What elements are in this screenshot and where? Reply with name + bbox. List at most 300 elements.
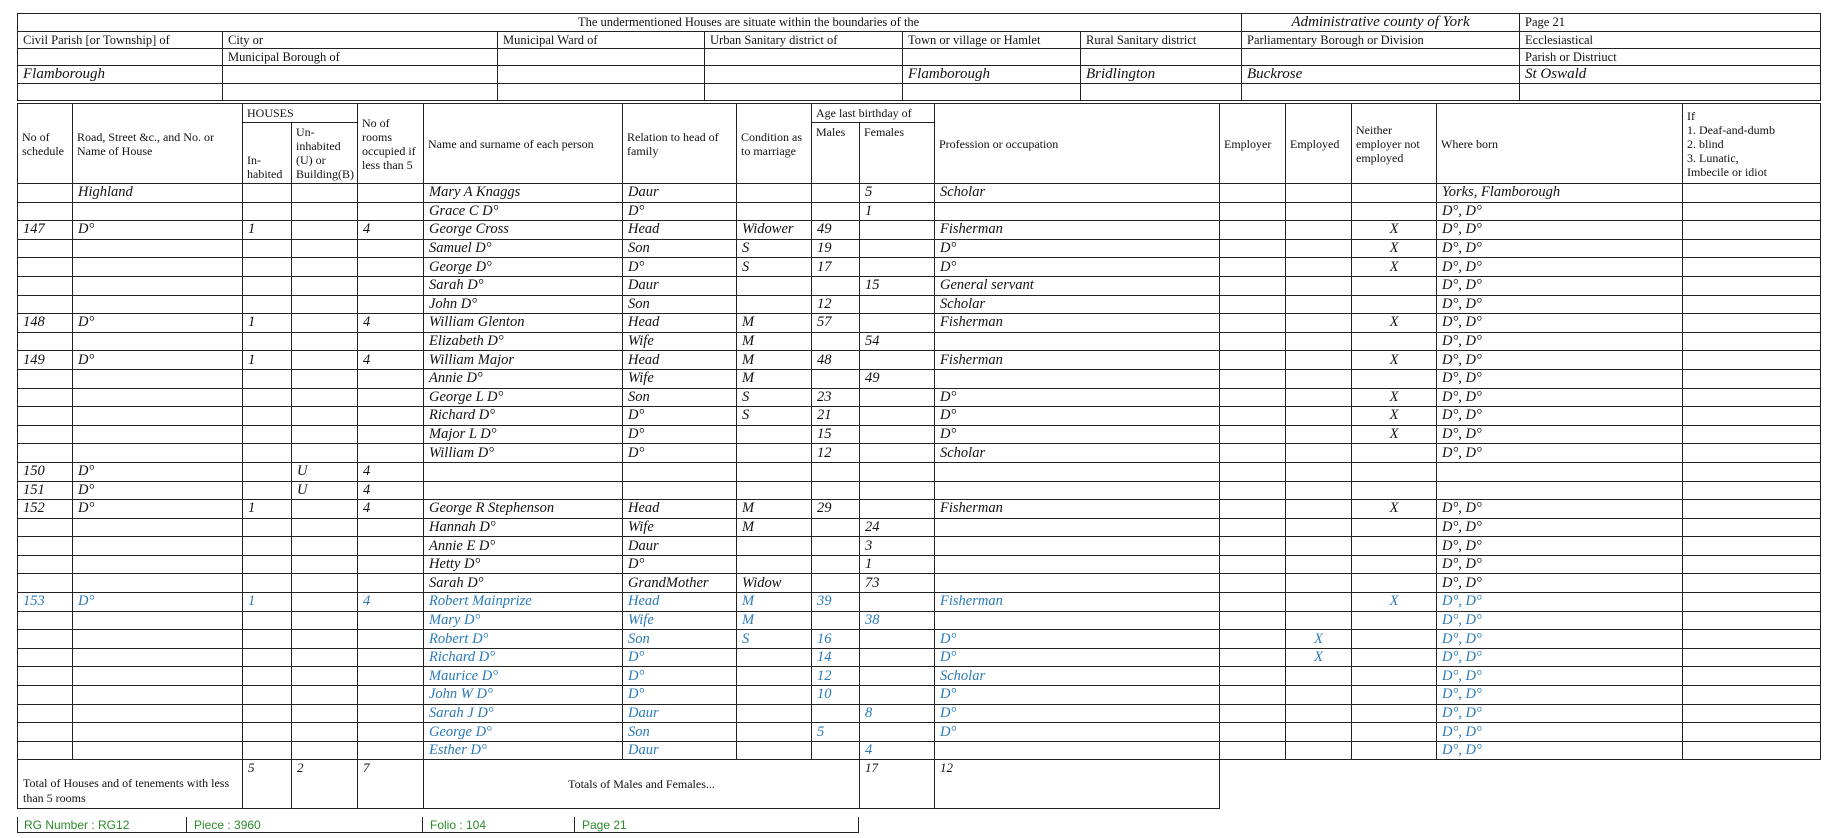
neither-cell <box>1352 295 1437 314</box>
town-blank <box>903 49 1081 66</box>
name-cell: George D° <box>424 723 623 742</box>
employed-cell <box>1286 667 1352 686</box>
road-cell <box>73 741 243 760</box>
name-cell: George D° <box>424 258 623 277</box>
employer-cell <box>1220 630 1286 649</box>
table-row <box>18 332 1821 351</box>
neither-cell: X <box>1352 258 1437 277</box>
rural-sanitary-label: Rural Sanitary district <box>1081 32 1242 49</box>
infirmity-cell <box>1683 574 1821 593</box>
neither-cell <box>1352 518 1437 537</box>
if-item-4: Imbecile or idiot <box>1687 164 1767 179</box>
uninhabited-cell <box>292 741 358 760</box>
employer-cell <box>1220 407 1286 426</box>
employer-cell <box>1220 723 1286 742</box>
neither-cell <box>1352 611 1437 630</box>
relation-cell: D° <box>623 407 737 426</box>
females-cell <box>860 221 935 240</box>
condition-cell: M <box>737 351 812 370</box>
civil-parish-value: Flamborough <box>18 66 223 84</box>
occupation-cell: Fisherman <box>935 351 1220 370</box>
females-cell <box>860 667 935 686</box>
name-cell: Elizabeth D° <box>424 332 623 351</box>
occupation-cell <box>935 741 1220 760</box>
inhabited-cell <box>243 704 292 723</box>
females-cell: 49 <box>860 369 935 388</box>
where-born-cell: D°, D° <box>1437 686 1683 705</box>
town-village-label: Town or village or Hamlet <box>903 32 1081 49</box>
name-cell: William Major <box>424 351 623 370</box>
males-cell: 14 <box>812 648 860 667</box>
schedule-cell <box>18 239 73 258</box>
ward-value <box>498 66 705 84</box>
employed-cell <box>1286 351 1352 370</box>
where-born-cell: Yorks, Flamborough <box>1437 184 1683 203</box>
where-born-cell: D°, D° <box>1437 648 1683 667</box>
relation-cell: D° <box>623 686 737 705</box>
occupation-cell: Fisherman <box>935 314 1220 333</box>
footer-divider <box>574 817 575 832</box>
where-born-cell: D°, D° <box>1437 332 1683 351</box>
road-cell <box>73 239 243 258</box>
relation-cell: Son <box>623 388 737 407</box>
infirmity-cell <box>1683 481 1821 500</box>
uninhabited-cell <box>292 648 358 667</box>
inhabited-cell <box>243 555 292 574</box>
totals-blank <box>1220 760 1821 809</box>
relation-cell: D° <box>623 444 737 463</box>
uninhabited-cell <box>292 295 358 314</box>
where-born-cell: D°, D° <box>1437 518 1683 537</box>
where-born-cell: D°, D° <box>1437 555 1683 574</box>
table-row <box>18 630 1821 649</box>
inhabited-cell <box>243 369 292 388</box>
infirmity-cell <box>1683 239 1821 258</box>
schedule-cell: 152 <box>18 500 73 519</box>
name-cell: Richard D° <box>424 648 623 667</box>
rural-blank <box>1081 49 1242 66</box>
occupation-cell: D° <box>935 630 1220 649</box>
condition-cell: M <box>737 314 812 333</box>
road-cell: D° <box>73 314 243 333</box>
employed-cell <box>1286 723 1352 742</box>
neither-cell <box>1352 667 1437 686</box>
employer-cell <box>1220 481 1286 500</box>
employer-cell <box>1220 648 1286 667</box>
schedule-cell <box>18 202 73 221</box>
table-row <box>18 221 1821 240</box>
neither-cell: X <box>1352 593 1437 612</box>
uninhabited-cell <box>292 184 358 203</box>
col-name: Name and surname of each person <box>424 104 623 184</box>
relation-cell <box>623 462 737 481</box>
road-cell: Highland <box>73 184 243 203</box>
road-cell <box>73 723 243 742</box>
occupation-cell: D° <box>935 425 1220 444</box>
where-born-cell: D°, D° <box>1437 314 1683 333</box>
condition-cell <box>737 295 812 314</box>
infirmity-cell <box>1683 444 1821 463</box>
rooms-cell <box>358 239 424 258</box>
employer-cell <box>1220 444 1286 463</box>
condition-cell <box>737 555 812 574</box>
rooms-cell: 4 <box>358 500 424 519</box>
females-cell <box>860 388 935 407</box>
col-condition: Condition as to marriage <box>737 104 812 184</box>
condition-cell <box>737 537 812 556</box>
infirmity-cell <box>1683 332 1821 351</box>
where-born-cell: D°, D° <box>1437 574 1683 593</box>
schedule-cell: 150 <box>18 462 73 481</box>
condition-cell <box>737 462 812 481</box>
name-cell: George R Stephenson <box>424 500 623 519</box>
occupation-cell: D° <box>935 723 1220 742</box>
employer-cell <box>1220 574 1286 593</box>
neither-cell <box>1352 648 1437 667</box>
name-cell: Sarah J D° <box>424 704 623 723</box>
rooms-cell <box>358 388 424 407</box>
schedule-cell <box>18 369 73 388</box>
table-row <box>18 369 1821 388</box>
rooms-cell: 4 <box>358 462 424 481</box>
column-header-row <box>18 104 1821 123</box>
road-cell <box>73 202 243 221</box>
ecclesiastical-label: Ecclesiastical <box>1520 32 1821 49</box>
borough-value <box>223 66 498 84</box>
females-cell: 8 <box>860 704 935 723</box>
uninhabited-cell <box>292 537 358 556</box>
condition-cell <box>737 425 812 444</box>
rooms-cell <box>358 369 424 388</box>
col-employed: Employed <box>1286 104 1352 184</box>
census-sheet <box>17 13 1820 809</box>
spacer-cell <box>18 84 223 101</box>
inhabited-cell <box>243 258 292 277</box>
where-born-cell: D°, D° <box>1437 221 1683 240</box>
rooms-cell <box>358 723 424 742</box>
totals-males: 17 <box>860 760 935 809</box>
relation-cell: D° <box>623 667 737 686</box>
table-row <box>18 184 1821 203</box>
table-row <box>18 537 1821 556</box>
civil-parish-label: Civil Parish [or Township] of <box>18 32 223 49</box>
males-cell <box>812 537 860 556</box>
footer-folio: Folio : 104 <box>430 818 487 832</box>
employer-cell <box>1220 518 1286 537</box>
rooms-cell <box>358 611 424 630</box>
occupation-cell: D° <box>935 239 1220 258</box>
females-cell: 3 <box>860 537 935 556</box>
name-cell: Hetty D° <box>424 555 623 574</box>
totals-row <box>18 760 1821 809</box>
table-row <box>18 667 1821 686</box>
road-cell: D° <box>73 500 243 519</box>
employer-cell <box>1220 741 1286 760</box>
col-neither: Neither employer not employed <box>1352 104 1437 184</box>
footer-page: Page 21 <box>582 818 627 832</box>
ward-blank <box>498 49 705 66</box>
rooms-cell <box>358 667 424 686</box>
rooms-cell <box>358 202 424 221</box>
road-cell <box>73 332 243 351</box>
col-age: Age last birthday of <box>812 104 935 123</box>
infirmity-cell <box>1683 184 1821 203</box>
rooms-cell: 4 <box>358 221 424 240</box>
civil-parish-blank <box>18 49 223 66</box>
footer-rg: RG Number : RG12 <box>24 818 130 832</box>
neither-cell: X <box>1352 221 1437 240</box>
males-cell: 16 <box>812 630 860 649</box>
rooms-cell: 4 <box>358 351 424 370</box>
employer-cell <box>1220 500 1286 519</box>
employed-cell <box>1286 369 1352 388</box>
employed-cell <box>1286 537 1352 556</box>
inhabited-cell <box>243 444 292 463</box>
table-row <box>18 462 1821 481</box>
uninhabited-cell <box>292 314 358 333</box>
employed-cell <box>1286 462 1352 481</box>
females-cell <box>860 407 935 426</box>
inhabited-cell: 1 <box>243 351 292 370</box>
uninhabited-cell <box>292 723 358 742</box>
neither-cell: X <box>1352 314 1437 333</box>
relation-cell: Head <box>623 221 737 240</box>
rooms-cell <box>358 295 424 314</box>
males-cell: 49 <box>812 221 860 240</box>
schedule-cell <box>18 295 73 314</box>
employer-cell <box>1220 221 1286 240</box>
relation-cell: Son <box>623 239 737 258</box>
rooms-cell <box>358 184 424 203</box>
relation-cell: Wife <box>623 611 737 630</box>
infirmity-cell <box>1683 537 1821 556</box>
occupation-cell: D° <box>935 686 1220 705</box>
where-born-cell <box>1437 481 1683 500</box>
relation-cell: D° <box>623 258 737 277</box>
if-item-2: 2. blind <box>1687 136 1724 151</box>
table-row <box>18 258 1821 277</box>
uninhabited-cell <box>292 611 358 630</box>
road-cell: D° <box>73 481 243 500</box>
inhabited-cell <box>243 184 292 203</box>
spacer-cell <box>1242 84 1520 101</box>
inhabited-cell <box>243 537 292 556</box>
females-cell: 4 <box>860 741 935 760</box>
schedule-cell <box>18 258 73 277</box>
employer-cell <box>1220 611 1286 630</box>
employed-cell <box>1286 500 1352 519</box>
parliamentary-blank <box>1242 49 1520 66</box>
road-cell <box>73 444 243 463</box>
inhabited-cell <box>243 723 292 742</box>
census-rows <box>18 184 1821 760</box>
infirmity-cell <box>1683 593 1821 612</box>
condition-cell <box>737 444 812 463</box>
uninhabited-cell <box>292 555 358 574</box>
table-row <box>18 314 1821 333</box>
road-cell <box>73 407 243 426</box>
neither-cell <box>1352 630 1437 649</box>
table-row <box>18 351 1821 370</box>
name-cell: Robert Mainprize <box>424 593 623 612</box>
condition-cell: M <box>737 518 812 537</box>
infirmity-cell <box>1683 388 1821 407</box>
col-relation: Relation to head of family <box>623 104 737 184</box>
totals-persons-label: Totals of Males and Females... <box>424 760 860 809</box>
reference-footer <box>17 817 859 833</box>
condition-cell <box>737 741 812 760</box>
infirmity-cell <box>1683 555 1821 574</box>
totals-uninhabited: 2 <box>292 760 358 809</box>
employer-cell <box>1220 202 1286 221</box>
neither-cell <box>1352 741 1437 760</box>
occupation-cell: D° <box>935 258 1220 277</box>
infirmity-cell <box>1683 314 1821 333</box>
infirmity-cell <box>1683 630 1821 649</box>
name-cell: John W D° <box>424 686 623 705</box>
condition-cell <box>737 723 812 742</box>
relation-cell: Son <box>623 295 737 314</box>
road-cell <box>73 555 243 574</box>
employer-cell <box>1220 314 1286 333</box>
name-cell: George Cross <box>424 221 623 240</box>
infirmity-cell <box>1683 369 1821 388</box>
rooms-cell <box>358 741 424 760</box>
employed-cell <box>1286 407 1352 426</box>
uninhabited-cell <box>292 518 358 537</box>
neither-cell <box>1352 481 1437 500</box>
schedule-cell: 151 <box>18 481 73 500</box>
table-row <box>18 648 1821 667</box>
males-cell <box>812 184 860 203</box>
parliamentary-value: Buckrose <box>1242 66 1520 84</box>
municipal-borough-label: Municipal Borough of <box>223 49 498 66</box>
where-born-cell: D°, D° <box>1437 741 1683 760</box>
employed-cell <box>1286 295 1352 314</box>
females-cell: 1 <box>860 555 935 574</box>
males-cell: 12 <box>812 667 860 686</box>
females-cell: 73 <box>860 574 935 593</box>
condition-cell: S <box>737 407 812 426</box>
parliamentary-label: Parliamentary Borough or Division <box>1242 32 1520 49</box>
males-cell: 10 <box>812 686 860 705</box>
totals-rooms: 7 <box>358 760 424 809</box>
schedule-cell <box>18 574 73 593</box>
males-cell: 5 <box>812 723 860 742</box>
urban-value <box>705 66 903 84</box>
name-cell: Annie E D° <box>424 537 623 556</box>
totals-inhabited: 5 <box>243 760 292 809</box>
where-born-cell <box>1437 462 1683 481</box>
uninhabited-cell: U <box>292 462 358 481</box>
footer-piece: Piece : 3960 <box>194 818 261 832</box>
infirmity-cell <box>1683 351 1821 370</box>
neither-cell: X <box>1352 500 1437 519</box>
females-cell <box>860 500 935 519</box>
schedule-cell: 147 <box>18 221 73 240</box>
uninhabited-cell <box>292 425 358 444</box>
spacer-cell <box>1081 84 1242 101</box>
females-cell <box>860 314 935 333</box>
males-cell: 15 <box>812 425 860 444</box>
relation-cell: GrandMother <box>623 574 737 593</box>
inhabited-cell <box>243 630 292 649</box>
employer-cell <box>1220 667 1286 686</box>
condition-cell: M <box>737 369 812 388</box>
table-row <box>18 276 1821 295</box>
relation-cell: Wife <box>623 518 737 537</box>
employer-cell <box>1220 425 1286 444</box>
females-cell <box>860 481 935 500</box>
females-cell <box>860 425 935 444</box>
where-born-cell: D°, D° <box>1437 500 1683 519</box>
header-table <box>17 13 1821 101</box>
relation-cell: Son <box>623 723 737 742</box>
infirmity-cell <box>1683 611 1821 630</box>
condition-cell: M <box>737 500 812 519</box>
rooms-cell <box>358 444 424 463</box>
inhabited-cell: 1 <box>243 593 292 612</box>
name-cell: John D° <box>424 295 623 314</box>
col-rooms: No of rooms occupied if less than 5 <box>358 104 424 184</box>
page-label: Page 21 <box>1520 14 1821 32</box>
relation-cell: D° <box>623 425 737 444</box>
table-row <box>18 518 1821 537</box>
urban-sanitary-label: Urban Sanitary district of <box>705 32 903 49</box>
infirmity-cell <box>1683 425 1821 444</box>
employed-cell <box>1286 481 1352 500</box>
condition-cell: M <box>737 611 812 630</box>
road-cell <box>73 704 243 723</box>
schedule-cell <box>18 686 73 705</box>
condition-cell: M <box>737 332 812 351</box>
uninhabited-cell <box>292 500 358 519</box>
neither-cell: X <box>1352 425 1437 444</box>
schedule-cell <box>18 407 73 426</box>
census-table <box>17 103 1821 809</box>
relation-cell: D° <box>623 648 737 667</box>
road-cell: D° <box>73 351 243 370</box>
inhabited-cell <box>243 425 292 444</box>
inhabited-cell <box>243 686 292 705</box>
females-cell: 15 <box>860 276 935 295</box>
females-cell <box>860 686 935 705</box>
males-cell: 19 <box>812 239 860 258</box>
infirmity-cell <box>1683 258 1821 277</box>
occupation-cell <box>935 518 1220 537</box>
condition-cell <box>737 704 812 723</box>
males-cell: 21 <box>812 407 860 426</box>
infirmity-cell <box>1683 276 1821 295</box>
occupation-cell: Fisherman <box>935 500 1220 519</box>
road-cell <box>73 258 243 277</box>
males-cell: 23 <box>812 388 860 407</box>
inhabited-cell <box>243 481 292 500</box>
rooms-cell <box>358 276 424 295</box>
females-cell <box>860 444 935 463</box>
employed-cell <box>1286 276 1352 295</box>
where-born-cell: D°, D° <box>1437 704 1683 723</box>
relation-cell: Daur <box>623 184 737 203</box>
infirmity-cell <box>1683 221 1821 240</box>
employed-cell <box>1286 518 1352 537</box>
females-cell <box>860 462 935 481</box>
col-females: Females <box>860 123 935 184</box>
employed-cell <box>1286 239 1352 258</box>
name-cell: Mary A Knaggs <box>424 184 623 203</box>
condition-cell <box>737 202 812 221</box>
municipal-ward-label: Municipal Ward of <box>498 32 705 49</box>
